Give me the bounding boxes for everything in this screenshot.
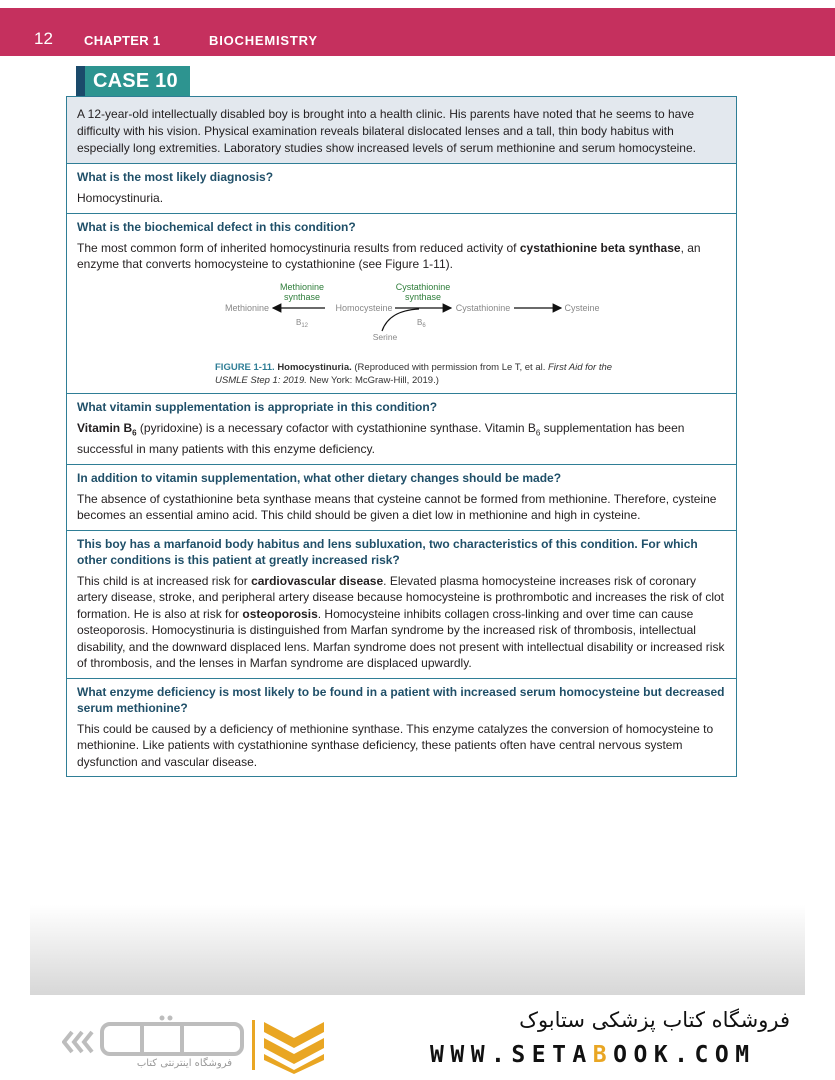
answer-emphasis: osteoporosis bbox=[242, 606, 318, 621]
node-methionine: Methionine bbox=[224, 302, 270, 313]
node-homocysteine: Homocysteine bbox=[335, 302, 393, 313]
logo-subtitle: فروشگاه اینترنتی کتاب bbox=[136, 1058, 232, 1069]
answer-text: (pyridoxine) is a necessary cofactor with cystathionine synthase. Vitamin B bbox=[136, 420, 536, 435]
store-url[interactable]: WWW.SETABOOK.COM bbox=[430, 1042, 756, 1068]
question: What vitamin supplementation is appropriate in this condition? bbox=[77, 399, 438, 414]
enzyme-label-cystathionine-synthase: Cystathionine bbox=[395, 281, 451, 292]
node-serine: Serine bbox=[372, 331, 398, 342]
figure-caption bbox=[215, 361, 635, 387]
node-cysteine: Cysteine bbox=[564, 302, 600, 313]
enzyme-label-cystathionine-synthase: synthase bbox=[404, 291, 442, 302]
subscript: 6 bbox=[535, 427, 541, 437]
figure-homocystinuria bbox=[77, 279, 726, 387]
qa-block-vitamin bbox=[67, 394, 736, 465]
answer: Homocystinuria. bbox=[77, 191, 164, 205]
qa-block-defect bbox=[67, 214, 736, 394]
chapter-label: CHAPTER 1 bbox=[84, 33, 161, 48]
answer-text: supplementation has been successful in many patients with this enzyme deficiency. bbox=[77, 420, 685, 457]
qa-block-enzyme bbox=[67, 679, 736, 777]
answer-text: The most common form of inherited homocystinuria results from reduced activity of bbox=[77, 240, 520, 255]
case-title-tab bbox=[76, 66, 190, 96]
running-header bbox=[0, 8, 835, 56]
answer bbox=[77, 573, 726, 672]
case-intro: A 12-year-old intellectually disabled boy is brought into a health clinic. His parents have noted that he seems to have difficulty with his vision. Physical examination reveals bilateral dislocated lenses and a tall, thin body habitus with especially long extremities. Laboratory studies show increased levels of serum methionine and serum homocysteine. bbox=[67, 97, 736, 164]
qa-block-diet bbox=[67, 465, 736, 531]
pathway-diagram bbox=[77, 279, 727, 359]
question: This boy has a marfanoid body habitus and lens subluxation, two characteristics of this condition. For which other conditions is this patient at greatly increased risk? bbox=[77, 536, 698, 567]
enzyme-label-methionine-synthase: Methionine bbox=[279, 281, 325, 292]
answer-emphasis: Vitamin $B_6$ bbox=[77, 420, 137, 437]
footer-shadow bbox=[30, 905, 805, 995]
answer: This could be caused by a deficiency of methionine synthase. This enzyme catalyzes the conversion of homocysteine to methionine. Like patients with cystathionine synthase deficiency, these patients often have central nervous system dysfunction and vascular disease. bbox=[77, 721, 714, 769]
case-box bbox=[66, 96, 737, 777]
answer: The absence of cystathionine beta synthase means that cysteine cannot be formed from methionine. Therefore, cysteine becomes an essential amino acid. This child should be given a diet low in methionine and high in cysteine. bbox=[77, 491, 717, 523]
figure-label: FIGURE 1-11. bbox=[215, 361, 275, 373]
caption-text: New York: McGraw-Hill, 2019.) bbox=[306, 374, 439, 386]
answer-emphasis: cardiovascular disease bbox=[251, 573, 384, 588]
answer-emphasis: cystathionine beta synthase bbox=[519, 240, 681, 255]
answer-text: . Elevated plasma homocysteine increases risk of coronary artery disease, stroke, and peripheral artery disease because homocysteine is prothrombotic and increases the risk of clot formation. He is also at risk for bbox=[77, 573, 724, 621]
cofactor-b12: $B_{12}$ bbox=[296, 317, 309, 329]
answer-text: This child is at increased risk for bbox=[77, 573, 252, 588]
answer bbox=[77, 240, 726, 273]
subject-label: BIOCHEMISTRY bbox=[209, 33, 318, 48]
question: In addition to vitamin supplementation, what other dietary changes should be made? bbox=[77, 470, 562, 485]
caption-citation: First Aid for the USMLE Step 1: 2019. bbox=[215, 361, 613, 386]
qa-block-risk bbox=[67, 531, 736, 679]
enzyme-label-methionine-synthase: synthase bbox=[283, 291, 321, 302]
caption-text: (Reproduced with permission from Le T, et al. bbox=[354, 361, 548, 373]
question: What is the biochemical defect in this condition? bbox=[77, 219, 356, 234]
case-title: CASE 10 bbox=[93, 69, 178, 92]
page-number: 12 bbox=[34, 29, 53, 48]
qa-block-diagnosis bbox=[67, 164, 736, 214]
question: What enzyme deficiency is most likely to be found in a patient with increased serum homocysteine but decreased serum methionine? bbox=[77, 684, 725, 715]
answer-text: . Homocysteine inhibits collagen cross-linking and over time can cause osteoporosis. Homocystinuria is distinguished from Marfan syndrome by the increased risk of thrombosis, intellectual disability, and the downward displaced lens. Marfan syndrome does not present with intellectual disability or increased risk of thrombosis, and the lenses in Marfan syndrome are displaced upwardly. bbox=[77, 606, 725, 671]
node-cystathionine: Cystathionine bbox=[455, 302, 511, 313]
cofactor-b6: $B_6$ bbox=[417, 317, 426, 329]
store-name: فروشگاه کتاب پزشکی ستابوک bbox=[519, 1008, 790, 1032]
answer bbox=[77, 420, 726, 458]
setabook-chevron-icon bbox=[252, 1016, 328, 1074]
answer-text: , an enzyme that converts homocysteine to cystathionine (see Figure 1-11). bbox=[77, 240, 701, 271]
figure-title: Homocystinuria. bbox=[277, 361, 352, 373]
tab-accent bbox=[76, 66, 85, 96]
question: What is the most likely diagnosis? bbox=[77, 170, 274, 184]
